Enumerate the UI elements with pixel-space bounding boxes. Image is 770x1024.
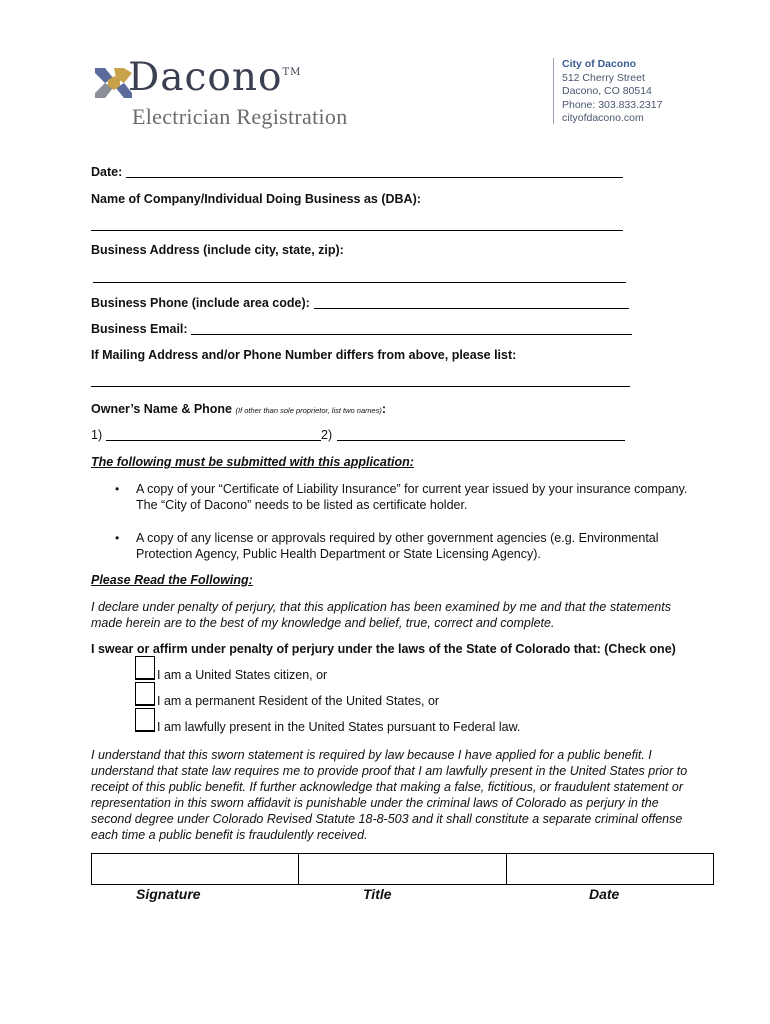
owner-colon: :: [381, 402, 386, 416]
form-title: Electrician Registration: [132, 104, 348, 129]
address-label: Business Address (include city, state, zip):: [91, 243, 344, 257]
declaration-statement: I declare under penalty of perjury, that this application has been examined by me and that the statements made herein are to the best of my knowledge and belief, true, correct and complete.: [91, 600, 671, 630]
phone-field[interactable]: [314, 308, 629, 309]
date-field[interactable]: [126, 177, 623, 178]
date-label: Date:: [91, 165, 123, 179]
dba-field[interactable]: [91, 230, 623, 231]
signature-field[interactable]: [92, 854, 299, 884]
contact-city: Dacono, CO 80514: [562, 85, 652, 97]
swear-statement: I swear or affirm under penalty of perjury under the laws of the State of Colorado that: (Check one): [91, 642, 676, 656]
requirement-2: A copy of any license or approvals required by other government agencies (e.g. Environmental Protection Agency, Public Health Department or State Licensing Agency).: [136, 531, 659, 561]
owner-label: [91, 403, 386, 416]
contact-website[interactable]: cityofdacono.com: [562, 112, 644, 124]
contact-phone: Phone: 303.833.2317: [562, 98, 663, 111]
owner-1-label: 1): [91, 428, 103, 442]
lawful-presence-option: I am lawfully present in the United States pursuant to Federal law.: [157, 720, 521, 734]
owner-2-label: 2): [321, 428, 333, 442]
address-field[interactable]: [93, 282, 626, 283]
phone-label: Business Phone (include area code):: [91, 296, 310, 310]
email-field[interactable]: [191, 334, 632, 335]
owner-2-field[interactable]: [337, 440, 625, 441]
signature-label: Signature: [136, 886, 201, 902]
requirement-1: A copy of your “Certificate of Liability Insurance” for current year issued by your insurance company. The “City of Dacono” needs to be listed as certificate holder.: [136, 482, 688, 512]
title-field[interactable]: [299, 854, 506, 884]
bullet-2: •: [115, 531, 120, 545]
citizen-checkbox[interactable]: [135, 656, 155, 680]
email-label: Business Email:: [91, 322, 188, 336]
resident-option: I am a permanent Resident of the United States, or: [157, 694, 440, 708]
contact-name: City of Dacono: [562, 58, 637, 70]
header-divider: [553, 58, 554, 124]
owner-label-text: Owner’s Name & Phone: [91, 402, 233, 416]
dba-label: Name of Company/Individual Doing Business as (DBA):: [91, 192, 421, 206]
owner-1-field[interactable]: [106, 440, 321, 441]
owner-note: (If other than sole proprietor, list two names): [235, 406, 382, 415]
mailing-field[interactable]: [91, 386, 630, 387]
lawful-presence-checkbox[interactable]: [135, 708, 155, 732]
requirements-heading: The following must be submitted with this application:: [91, 455, 414, 469]
title-label: Title: [363, 886, 392, 902]
declaration-heading: Please Read the Following:: [91, 573, 253, 587]
understand-statement: I understand that this sworn statement is required by law because I have applied for a public benefit. I understand that state law requires me to provide proof that I am lawfully present in the United States prior to receipt of this public benefit. If further acknowledge that making a false, fictitious, or fraudulent statement or representation in this sworn affidavit is punishable under the criminal laws of Colorado as perjury in the second degree under Colorado Revised Statute 18-8-503 and it shall constitute a separate criminal offense each time a public benefit is fraudulently received.: [91, 748, 688, 842]
citizen-option: I am a United States citizen, or: [157, 668, 328, 682]
trademark: TM: [282, 67, 302, 78]
contact-street: 512 Cherry Street: [562, 71, 645, 84]
signature-table: [91, 853, 714, 885]
mailing-label: If Mailing Address and/or Phone Number differs from above, please list:: [91, 348, 517, 362]
bullet-1: •: [115, 482, 120, 496]
date-signed-label: Date: [589, 886, 620, 902]
date-signed-field[interactable]: [507, 854, 713, 884]
resident-checkbox[interactable]: [135, 682, 155, 706]
contact-block: [562, 58, 662, 126]
brand-wordmark: [128, 55, 302, 100]
brand-name: Dacono: [128, 55, 283, 100]
